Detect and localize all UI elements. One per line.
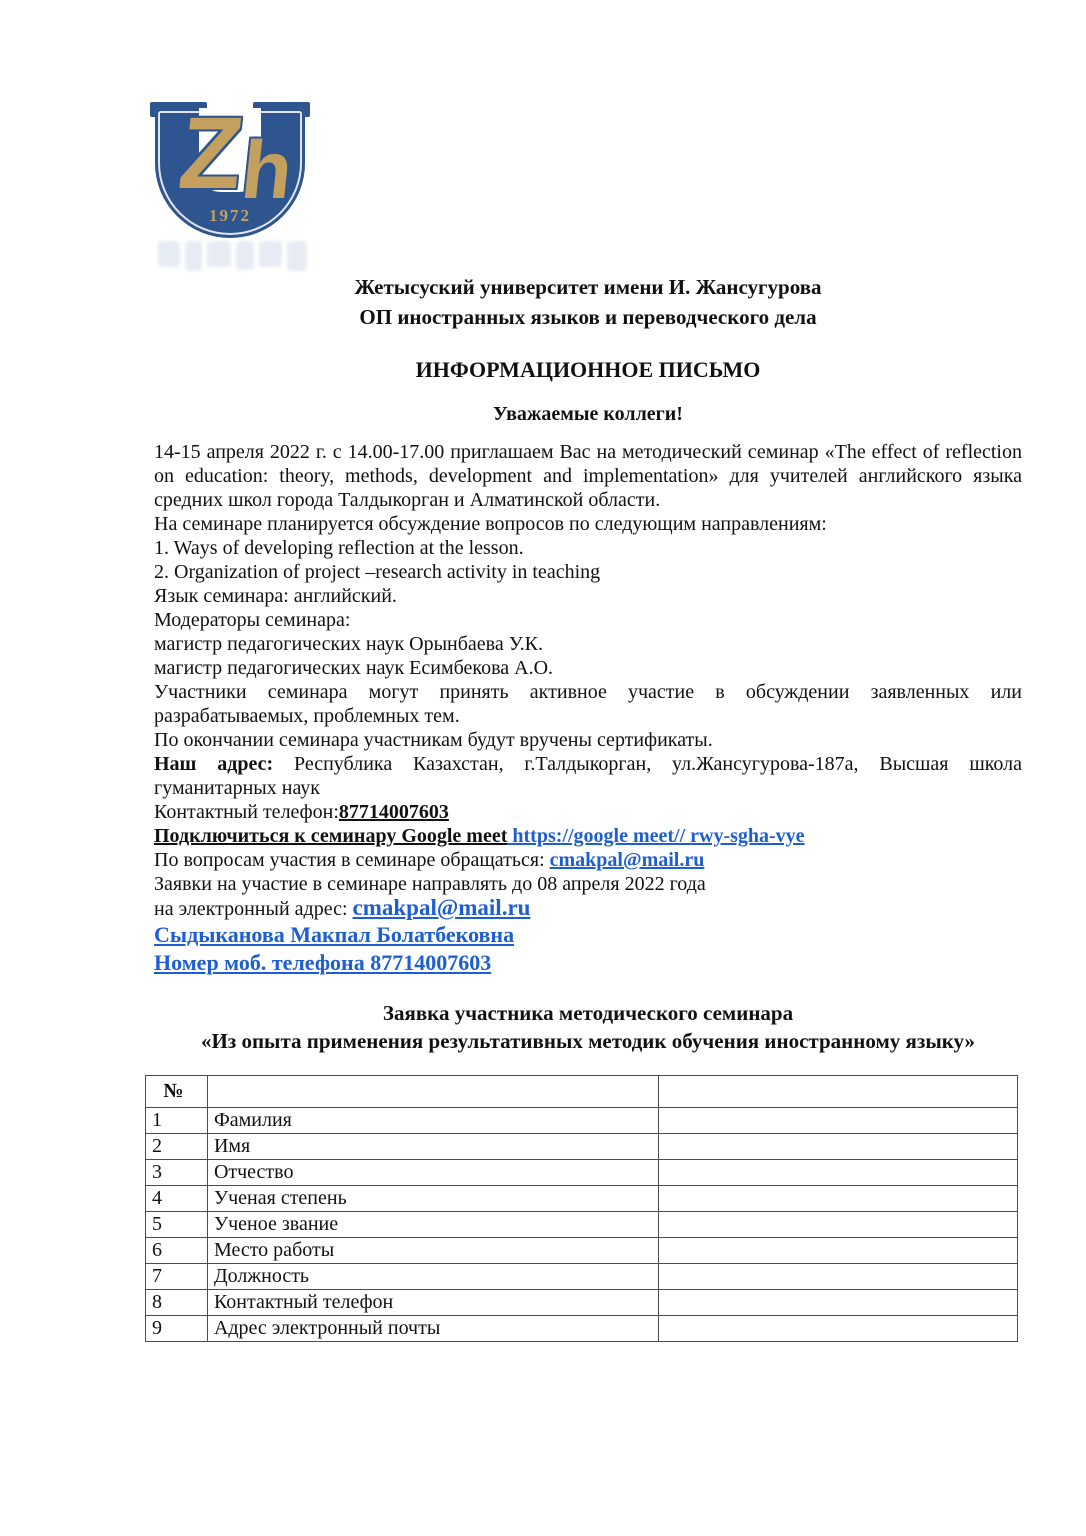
deadline-line: Заявки на участие в семинаре направлять до 08 апреля 2022 года (154, 873, 706, 895)
table-row (146, 1134, 1018, 1160)
row-number: 9 (146, 1316, 208, 1342)
row-value-cell (659, 1134, 1018, 1160)
table-row (146, 1212, 1018, 1238)
participation-note: Участники семинара могут принять активное участие в обсуждении заявленных или разрабатываемых, проблемных тем. (154, 681, 1022, 727)
logo-letter-h: h (237, 125, 297, 216)
phone-number: 87714007603 (338, 801, 449, 823)
contact-person-link[interactable]: Сыдыканова Макпал Болатбековна (154, 922, 515, 947)
row-label: Ученое звание (207, 1212, 659, 1238)
application-email-link[interactable]: cmakpal@mail.ru (352, 895, 531, 920)
invitation-paragraph: 14-15 апреля 2022 г. с 14.00-17.00 приглашаем Вас на методический семинар «The effect of reflection on education: theory, methods, development and implementation» для учителей английского языка средних школ города Талдыкорган и Алматинской области. (154, 441, 1022, 511)
table-header-row (146, 1076, 1018, 1108)
contact-email-link[interactable]: cmakpal@mail.ru (549, 849, 705, 871)
table-row (146, 1290, 1018, 1316)
logo-year: 1972 (209, 206, 251, 225)
department-name: ОП иностранных языков и переводческого дела (359, 305, 817, 329)
contact-label: По вопросам участия в семинаре обращаться: (154, 849, 550, 871)
row-value-cell (659, 1108, 1018, 1134)
row-number: 2 (146, 1134, 208, 1160)
row-value-cell (659, 1160, 1018, 1186)
document-title: ИНФОРМАЦИОННОЕ ПИСЬМО (415, 357, 761, 382)
table-header-number: № (146, 1076, 208, 1108)
row-value-cell (659, 1238, 1018, 1264)
directions-intro: На семинаре планируется обсуждение вопросов по следующим направлениям: (154, 513, 827, 535)
row-value-cell (659, 1186, 1018, 1212)
address-value: Республика Казахстан, г.Талдыкорган, ул.Жансугурова-187а, Высшая школа гуманитарных наук (154, 753, 1023, 799)
row-label: Должность (207, 1264, 659, 1290)
address-label: Наш адрес: (154, 753, 274, 775)
row-value-cell (659, 1316, 1018, 1342)
table-row (146, 1108, 1018, 1134)
logo-letter-z: Z (174, 96, 249, 210)
table-row (146, 1316, 1018, 1342)
university-name: Жетысуский университет имени И. Жансугурова (354, 275, 822, 299)
row-number: 4 (146, 1186, 208, 1212)
row-label: Адрес электронный почты (207, 1316, 659, 1342)
row-number: 8 (146, 1290, 208, 1316)
table-row (146, 1160, 1018, 1186)
row-label: Имя (207, 1134, 659, 1160)
row-value-cell (659, 1290, 1018, 1316)
row-label: Фамилия (207, 1108, 659, 1134)
phone-label: Контактный телефон: (154, 801, 339, 823)
seminar-language: Язык семинара: английский. (154, 585, 397, 607)
row-number: 7 (146, 1264, 208, 1290)
row-number: 1 (146, 1108, 208, 1134)
email-label: на электронный адрес: (154, 898, 353, 920)
mobile-line (154, 949, 1022, 977)
table-row (146, 1238, 1018, 1264)
row-label: Ученая степень (207, 1186, 659, 1212)
direction-item-2: 2. Organization of project –research activity in teaching (154, 561, 601, 583)
row-label: Контактный телефон (207, 1290, 659, 1316)
greeting: Уважаемые коллеги! (493, 403, 683, 425)
table-header-label (207, 1076, 659, 1108)
certificates-note: По окончании семинара участникам будут вручены сертификаты. (154, 729, 713, 751)
google-meet-link[interactable]: https://google meet// rwy-sgha-vye (507, 825, 805, 847)
moderator-2: магистр педагогических наук Есимбекова А.О. (154, 657, 554, 679)
row-value-cell (659, 1264, 1018, 1290)
row-number: 3 (146, 1160, 208, 1186)
phone-line (154, 800, 1022, 824)
row-number: 5 (146, 1212, 208, 1238)
moderator-1: магистр педагогических наук Орынбаева У.К. (154, 633, 543, 655)
application-title-line1: Заявка участника методического семинара (382, 1001, 794, 1025)
contact-line (154, 848, 1022, 872)
direction-item-1: 1. Ways of developing reflection at the lesson. (154, 537, 524, 559)
table-row (146, 1186, 1018, 1212)
row-value-cell (659, 1212, 1018, 1238)
email-line (154, 896, 1022, 921)
application-title-line2: «Из опыта применения результативных методик обучения иностранному языку» (200, 1029, 976, 1053)
mobile-phone-link[interactable]: Номер моб. телефона 87714007603 (154, 950, 492, 975)
address-line (154, 752, 1022, 800)
row-number: 6 (146, 1238, 208, 1264)
row-label: Отчество (207, 1160, 659, 1186)
row-label: Место работы (207, 1238, 659, 1264)
application-table (145, 1075, 1018, 1342)
meet-line (154, 824, 1022, 848)
meet-label: Подключиться к семинару Google meet (154, 825, 508, 847)
table-header-value (659, 1076, 1018, 1108)
moderators-intro: Модераторы семинара: (154, 609, 351, 631)
contact-person-line (154, 921, 1022, 949)
table-row (146, 1264, 1018, 1290)
